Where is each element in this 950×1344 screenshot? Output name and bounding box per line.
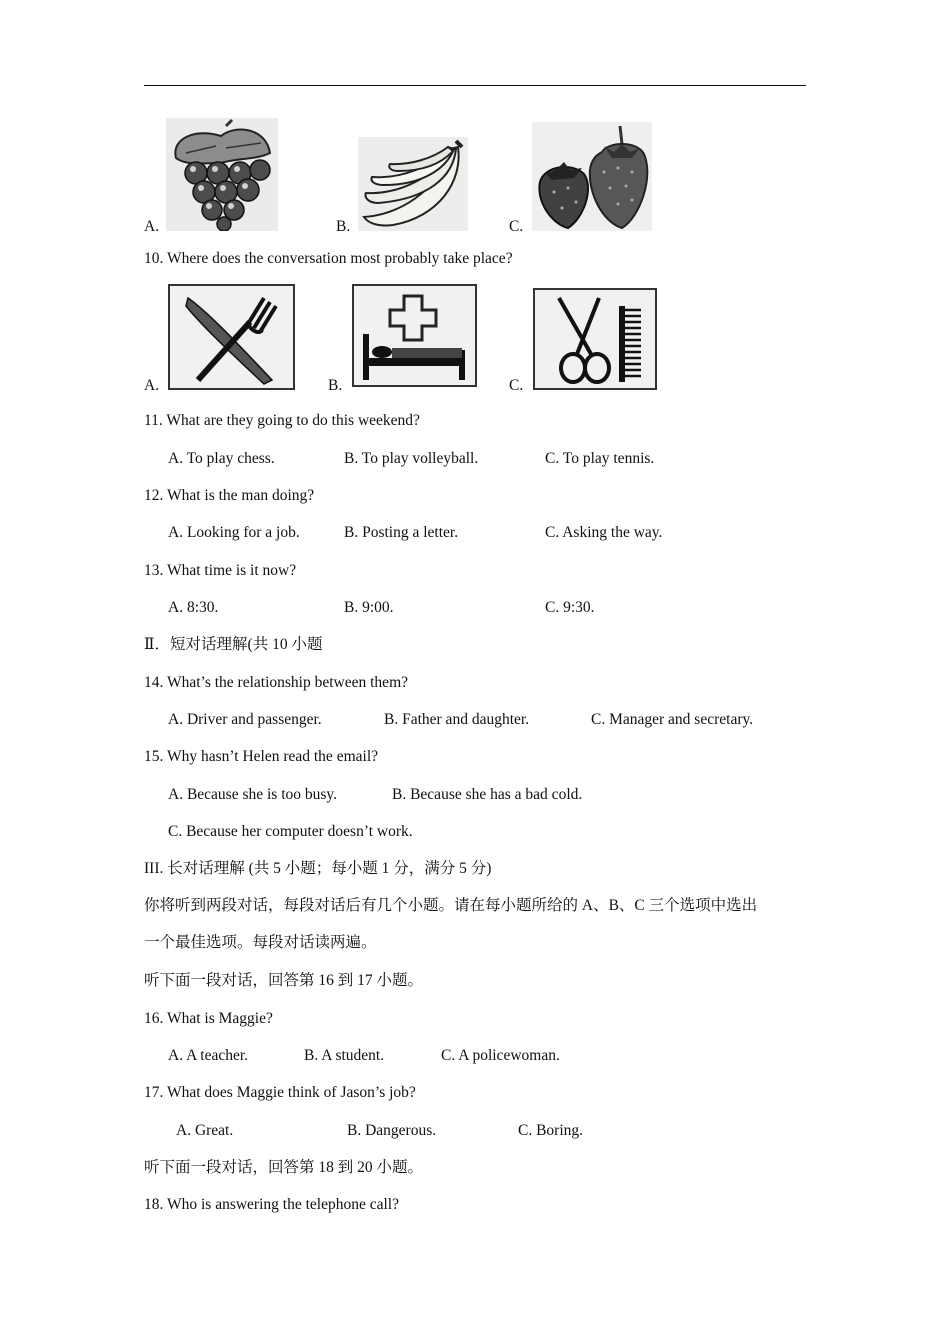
section-3-instruction-line-2: 一个最佳选项。每段对话读两遍。 (144, 934, 377, 951)
q9-option-b-letter: B. (336, 218, 351, 235)
q13-option-b: B. 9:00. (344, 599, 394, 616)
q10-option-b-letter: B. (328, 377, 343, 394)
q14-option-b: B. Father and daughter. (384, 711, 530, 728)
q13-question: 13. What time is it now? (144, 562, 297, 579)
q17-option-c: C. Boring. (518, 1122, 584, 1139)
q17-option-b: B. Dangerous. (347, 1122, 437, 1139)
q17-option-a: A. Great. (176, 1122, 234, 1139)
hospital-bed-icon (352, 284, 477, 387)
q10-option-c-letter: C. (509, 377, 524, 394)
header-rule (144, 85, 806, 86)
section-2-heading: Ⅱ．短对话理解(共 10 小题 (144, 636, 323, 653)
q15-option-a: A. Because she is too busy. (168, 786, 338, 803)
grapes-icon (166, 118, 278, 231)
q12-option-a: A. Looking for a job. (168, 524, 300, 541)
q14-option-c: C. Manager and secretary. (591, 711, 754, 728)
scissors-comb-icon (533, 288, 657, 390)
q11-option-a: A. To play chess. (168, 450, 275, 467)
bananas-icon (358, 137, 468, 231)
q13-option-a: A. 8:30. (168, 599, 219, 616)
q15-question: 15. Why hasn’t Helen read the email? (144, 748, 378, 765)
q16-question: 16. What is Maggie? (144, 1010, 273, 1027)
section-3-heading: III. 长对话理解 (共 5 小题；每小题 1 分，满分 5 分) (144, 860, 492, 877)
strawberries-icon (532, 122, 652, 231)
q16-option-a: A. A teacher. (168, 1047, 249, 1064)
q15-option-b: B. Because she has a bad cold. (392, 786, 583, 803)
q17-question: 17. What does Maggie think of Jason’s job? (144, 1084, 416, 1101)
dialog-1-intro: 听下面一段对话，回答第 16 到 17 小题。 (144, 972, 424, 989)
q18-question: 18. Who is answering the telephone call? (144, 1196, 399, 1213)
q11-option-c: C. To play tennis. (545, 450, 655, 467)
knife-fork-icon (168, 284, 295, 390)
q14-option-a: A. Driver and passenger. (168, 711, 322, 728)
q14-question: 14. What’s the relationship between them? (144, 674, 408, 691)
dialog-2-intro: 听下面一段对话，回答第 18 到 20 小题。 (144, 1159, 424, 1176)
q11-option-b: B. To play volleyball. (344, 450, 479, 467)
q12-option-c: C. Asking the way. (545, 524, 663, 541)
q16-option-c: C. A policewoman. (441, 1047, 560, 1064)
section-3-instruction-line-1: 你将听到两段对话，每段对话后有几个小题。请在每小题所给的 A、B、C 三个选项中选出 (144, 897, 758, 914)
q9-option-a-letter: A. (144, 218, 160, 235)
q10-question: 10. Where does the conversation most probably take place? (144, 250, 513, 267)
q9-option-c-letter: C. (509, 218, 524, 235)
q10-option-a-letter: A. (144, 377, 160, 394)
q15-option-c: C. Because her computer doesn’t work. (168, 823, 413, 840)
q11-question: 11. What are they going to do this weekend? (144, 412, 420, 429)
q12-question: 12. What is the man doing? (144, 487, 315, 504)
q16-option-b: B. A student. (304, 1047, 385, 1064)
q13-option-c: C. 9:30. (545, 599, 595, 616)
q12-option-b: B. Posting a letter. (344, 524, 459, 541)
